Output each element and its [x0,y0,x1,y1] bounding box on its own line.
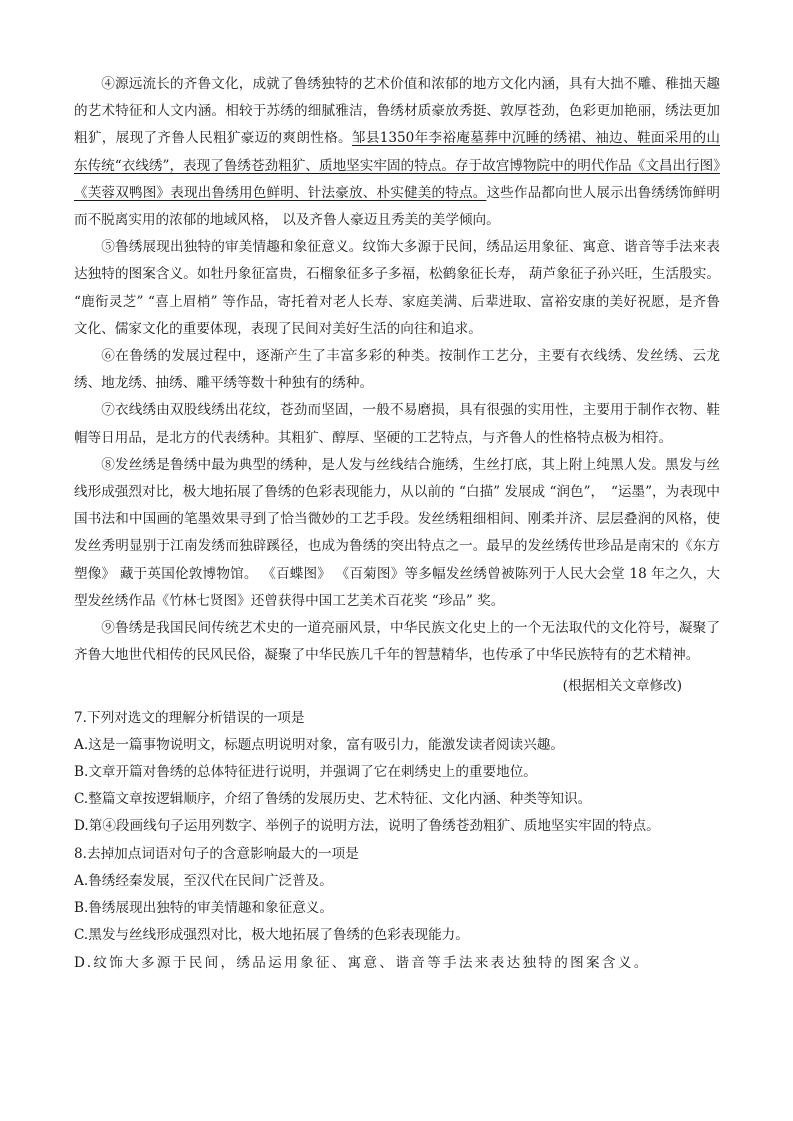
option-d: D.第④段画线句子运用列数字、举例子的说明方法，说明了鲁绣苍劲粗犷、质地坚实牢固的特点。 [74,818,660,835]
source-note: (根据相关文章修改) [562,678,682,695]
option-b: B.文章开篇对鲁绣的总体特征进行说明，并强调了它在刺绣史上的重要地位。 [74,764,537,781]
paragraph-6: ⑥在鲁绣的发展过程中，逐渐产生了丰富多彩的种类。按制作工艺分，主要有衣线绣、发丝绣、云龙绣、地龙绣、抽绣、雕平绣等数十种独有的绣种。 [74,348,720,392]
paragraph-8: ⑧发丝绣是鲁绣中最为典型的绣种，是人发与丝线结合施绣，生丝打底，其上附上纯黑人发。黑发与丝线形成强烈对比，极大地拓展了鲁绣的色彩表现能力，从以前的 “白描” 发展成 “润色”， “运墨”，为表现中国书法和中国画的笔墨效果寻到了恰当微妙的工艺手段。发丝绣粗细相间、刚柔并济、层层叠润的风格，使发丝秀明显别于江南发绣而独辟蹊径，也成为鲁绣的突出特点之一。最早的发丝绣传世珍品是南宋的《东方塑像》 藏于英国伦敦博物馆。 《百蝶图》 《百菊图》等多幅发丝绣曾被陈列于人民大会堂 18 年之久，大型发丝绣作品《竹林七贤图》还曾获得中国工艺美术百花奖 “珍品” 奖。 [74,456,720,609]
document-page [74,71,720,977]
paragraph-4-tail: 这些作品都向世人展示出鲁绣绣饰鲜明而不脱离实用的浓郁的地域风格， 以及齐鲁人豪迈且秀美的美学倾向。 [74,184,720,229]
option-a: A.鲁绣经秦发展，至汉代在民间广泛普及。 [74,872,333,889]
paragraph-9: ⑨鲁绣是我国民间传统艺术史的一道亮丽风景，中华民族文化史上的一个无法取代的文化符号，凝聚了齐鲁大地世代相传的民风民俗，凝聚了中华民族几千年的智慧精华，也传承了中华民族特有的艺术精神。 [74,620,720,664]
option-c: C.黑发与丝线形成强烈对比，极大地拓展了鲁绣的色彩表现能力。 [74,927,469,944]
option-b: B.鲁绣展现出独特的审美情趣和象征意义。 [74,900,333,917]
paragraph-7: ⑦衣线绣由双股线绣出花纹，苍劲而坚固，一般不易磨损，具有很强的实用性，主要用于制作衣物、鞋帽等日用品，是北方的代表绣种。其粗犷、醇厚、坚硬的工艺特点，与齐鲁人的性格特点极为相符。 [74,402,720,446]
question-8 [74,841,720,977]
paragraph-5: ⑤鲁绣展现出独特的审美情趣和象征意义。纹饰大多源于民间，绣品运用象征、寓意、谐音等手法来表达独特的图案含义。如牡丹象征富贵，石榴象征多子多福，松鹤象征长寿， 葫芦象征子孙兴旺，生活殷实。 “鹿衔灵芝” “喜上眉梢” 等作品，寄托着对老人长寿、家庭美满、后辈进取、富裕安康的美好祝愿，是齐鲁文化、儒家文化的重要体现，表现了民间对美好生活的向往和追求。 [74,239,720,337]
option-a: A.这是一篇事物说明文，标题点明说明对象，富有吸引力，能激发读者阅读兴趣。 [74,736,564,753]
paragraph-4-underlined: 邹县1350年李裕庵墓葬中沉睡的绣裙、袖边、鞋面采用的山东传统“衣线绣”，表现了鲁绣苍劲粗犷、质地坚实牢固的特点。存于故宫博物院中的明代作品《文昌出行图》《芙蓉双鸭图》表现出鲁绣用色鲜明、针法豪放、朴实健美的特点。 [74,130,721,201]
question-stem: 7.下列对选文的理解分析错误的一项是 [74,709,305,726]
option-c: C.整篇文章按逻辑顺序，介绍了鲁绣的发展历史、艺术特征、文化内涵、种类等知识。 [74,791,592,808]
question-stem: 8.去掉加点词语对句子的含意影响最大的一项是 [74,845,359,862]
paragraph-4 [74,71,720,234]
option-d: D.纹饰大多源于民间，绣品运用象征、寓意、谐音等手法来表达独特的图案含义。 [74,954,650,971]
paragraph-4-lead: ④源远流长的齐鲁文化，成就了鲁绣独特的艺术价值和浓郁的地方文化内涵，具有大拙不雕、稚拙天趣的艺术特征和人文内涵。相较于苏绣的细腻雅洁，鲁绣材质豪放秀挺、敦厚苍劲，色彩更加艳丽，绣法更加粗犷，展现了齐鲁人民粗犷豪迈的爽朗性格。 [74,76,720,147]
question-7 [74,705,720,841]
